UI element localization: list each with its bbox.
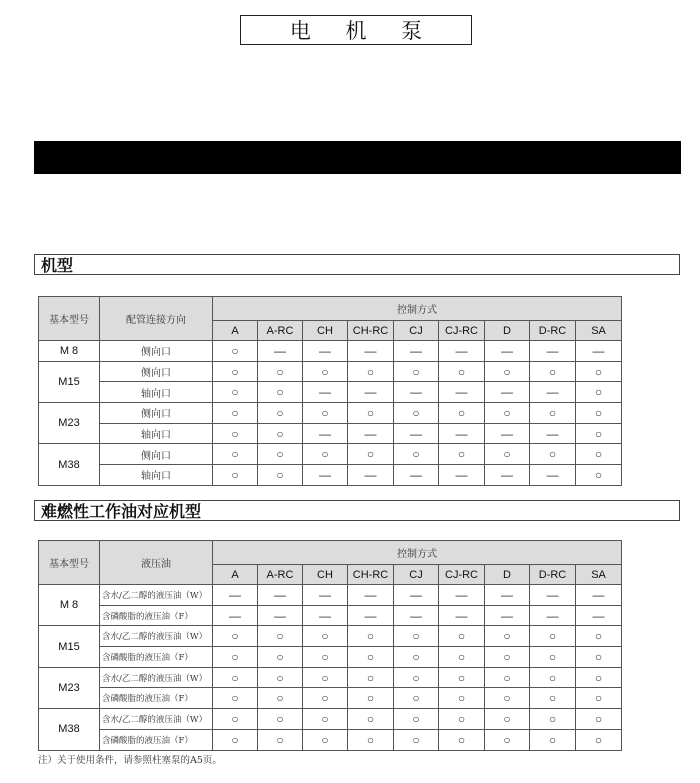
availability-cell: — xyxy=(303,605,348,626)
availability-cell: ○ xyxy=(576,423,622,444)
header-port-direction: 配管连接方向 xyxy=(100,297,213,341)
row-label-cell: 含水/乙二醇的液压油（W） xyxy=(100,709,213,730)
availability-cell: ○ xyxy=(348,688,394,709)
control-mode-header: SA xyxy=(576,321,622,341)
availability-cell: ○ xyxy=(439,688,485,709)
availability-cell: ○ xyxy=(348,361,394,382)
availability-cell: ○ xyxy=(485,667,530,688)
table-row xyxy=(39,709,622,730)
availability-cell: — xyxy=(439,382,485,403)
availability-cell: ○ xyxy=(303,444,348,465)
availability-cell: — xyxy=(394,465,439,486)
availability-cell: ○ xyxy=(348,444,394,465)
availability-cell: ○ xyxy=(303,709,348,730)
availability-cell: ○ xyxy=(439,361,485,382)
availability-cell: ○ xyxy=(303,626,348,647)
control-mode-header: D xyxy=(485,321,530,341)
row-label-cell: 轴向口 xyxy=(100,423,213,444)
section-title-fire-resistant: 难燃性工作油对应机型 xyxy=(34,500,680,521)
control-mode-header: CH xyxy=(303,565,348,585)
availability-cell: ○ xyxy=(348,729,394,750)
control-mode-header: A xyxy=(213,321,258,341)
availability-cell: — xyxy=(485,341,530,362)
availability-cell: ○ xyxy=(530,667,576,688)
availability-cell: — xyxy=(303,423,348,444)
availability-cell: — xyxy=(530,605,576,626)
model-cell: M15 xyxy=(39,626,100,667)
availability-cell: ○ xyxy=(439,403,485,424)
availability-cell: — xyxy=(576,605,622,626)
availability-cell: ○ xyxy=(394,709,439,730)
availability-cell: — xyxy=(530,423,576,444)
availability-cell: ○ xyxy=(485,688,530,709)
availability-cell: — xyxy=(530,382,576,403)
availability-cell: ○ xyxy=(213,688,258,709)
availability-cell: ○ xyxy=(485,361,530,382)
table-row xyxy=(39,361,622,382)
fire-resistant-table xyxy=(38,540,622,751)
control-mode-header: CJ-RC xyxy=(439,321,485,341)
control-mode-header: D-RC xyxy=(530,565,576,585)
availability-cell: ○ xyxy=(213,361,258,382)
availability-cell: ○ xyxy=(576,729,622,750)
availability-cell: ○ xyxy=(439,647,485,668)
availability-cell: — xyxy=(439,423,485,444)
availability-cell: — xyxy=(303,382,348,403)
table-row xyxy=(39,382,622,403)
availability-cell: — xyxy=(530,585,576,606)
availability-cell: ○ xyxy=(213,403,258,424)
availability-cell: ○ xyxy=(439,444,485,465)
model-table xyxy=(38,296,622,486)
row-label-cell: 含磷酸脂的液压油（F） xyxy=(100,688,213,709)
availability-cell: ○ xyxy=(485,403,530,424)
availability-cell: ○ xyxy=(303,647,348,668)
availability-cell: — xyxy=(258,605,303,626)
row-label-cell: 侧向口 xyxy=(100,403,213,424)
availability-cell: ○ xyxy=(258,647,303,668)
availability-cell: ○ xyxy=(576,403,622,424)
availability-cell: ○ xyxy=(258,626,303,647)
availability-cell: — xyxy=(485,605,530,626)
availability-cell: ○ xyxy=(213,423,258,444)
availability-cell: — xyxy=(394,382,439,403)
availability-cell: — xyxy=(348,605,394,626)
availability-cell: ○ xyxy=(576,647,622,668)
availability-cell: ○ xyxy=(576,709,622,730)
row-label-cell: 轴向口 xyxy=(100,465,213,486)
row-label-cell: 轴向口 xyxy=(100,382,213,403)
availability-cell: ○ xyxy=(576,382,622,403)
availability-cell: ○ xyxy=(348,647,394,668)
availability-cell: ○ xyxy=(213,341,258,362)
table-row xyxy=(39,423,622,444)
availability-cell: ○ xyxy=(394,647,439,668)
availability-cell: ○ xyxy=(394,729,439,750)
model-cell: M 8 xyxy=(39,585,100,626)
row-label-cell: 含水/乙二醇的液压油（W） xyxy=(100,626,213,647)
row-label-cell: 含磷酸脂的液压油（F） xyxy=(100,605,213,626)
availability-cell: — xyxy=(485,465,530,486)
model-cell: M23 xyxy=(39,403,100,444)
availability-cell: — xyxy=(439,605,485,626)
availability-cell: — xyxy=(485,382,530,403)
row-label-cell: 侧向口 xyxy=(100,361,213,382)
control-mode-header: CH-RC xyxy=(348,565,394,585)
availability-cell: ○ xyxy=(439,626,485,647)
availability-cell: ○ xyxy=(258,688,303,709)
availability-cell: ○ xyxy=(348,667,394,688)
table-row xyxy=(39,585,622,606)
control-mode-header: CJ xyxy=(394,565,439,585)
availability-cell: ○ xyxy=(213,444,258,465)
model-cell: M38 xyxy=(39,709,100,750)
availability-cell: ○ xyxy=(530,444,576,465)
availability-cell: ○ xyxy=(303,403,348,424)
control-mode-header: D xyxy=(485,565,530,585)
availability-cell: — xyxy=(348,341,394,362)
row-label-cell: 含水/乙二醇的液压油（W） xyxy=(100,585,213,606)
availability-cell: ○ xyxy=(530,729,576,750)
table-row xyxy=(39,341,622,362)
row-label-cell: 侧向口 xyxy=(100,444,213,465)
availability-cell: ○ xyxy=(576,626,622,647)
availability-cell: ○ xyxy=(258,709,303,730)
availability-cell: ○ xyxy=(530,361,576,382)
availability-cell: — xyxy=(303,465,348,486)
model-cell: M38 xyxy=(39,444,100,485)
availability-cell: ○ xyxy=(303,688,348,709)
availability-cell: — xyxy=(303,585,348,606)
availability-cell: — xyxy=(576,585,622,606)
control-mode-header: CJ-RC xyxy=(439,565,485,585)
header-base-model: 基本型号 xyxy=(39,541,100,585)
availability-cell: — xyxy=(439,585,485,606)
table-row xyxy=(39,403,622,424)
availability-cell: ○ xyxy=(394,361,439,382)
availability-cell: — xyxy=(394,423,439,444)
header-hydraulic-fluid: 液压油 xyxy=(100,541,213,585)
table-row xyxy=(39,465,622,486)
availability-cell: ○ xyxy=(394,667,439,688)
control-mode-header: CH-RC xyxy=(348,321,394,341)
row-label-cell: 含磷酸脂的液压油（F） xyxy=(100,729,213,750)
table-row xyxy=(39,647,622,668)
availability-cell: — xyxy=(485,423,530,444)
availability-cell: ○ xyxy=(485,626,530,647)
availability-cell: ○ xyxy=(530,626,576,647)
availability-cell: — xyxy=(348,465,394,486)
availability-cell: ○ xyxy=(258,423,303,444)
availability-cell: ○ xyxy=(439,709,485,730)
header-control-mode: 控制方式 xyxy=(213,297,622,321)
header-base-model: 基本型号 xyxy=(39,297,100,341)
availability-cell: ○ xyxy=(258,729,303,750)
availability-cell: — xyxy=(439,465,485,486)
row-label-cell: 含磷酸脂的液压油（F） xyxy=(100,647,213,668)
availability-cell: — xyxy=(348,585,394,606)
availability-cell: ○ xyxy=(258,465,303,486)
availability-cell: — xyxy=(530,341,576,362)
availability-cell: ○ xyxy=(213,647,258,668)
availability-cell: ○ xyxy=(303,729,348,750)
availability-cell: ○ xyxy=(530,403,576,424)
availability-cell: ○ xyxy=(439,729,485,750)
row-label-cell: 含水/乙二醇的液压油（W） xyxy=(100,667,213,688)
availability-cell: — xyxy=(485,585,530,606)
availability-cell: ○ xyxy=(303,667,348,688)
document-title: 电 机 泵 xyxy=(240,15,472,45)
availability-cell: ○ xyxy=(348,403,394,424)
model-cell: M23 xyxy=(39,667,100,708)
availability-cell: ○ xyxy=(258,361,303,382)
availability-cell: — xyxy=(576,341,622,362)
availability-cell: — xyxy=(303,341,348,362)
availability-cell: ○ xyxy=(213,729,258,750)
availability-cell: ○ xyxy=(258,382,303,403)
availability-cell: ○ xyxy=(394,403,439,424)
availability-cell: ○ xyxy=(394,688,439,709)
availability-cell: ○ xyxy=(485,709,530,730)
availability-cell: ○ xyxy=(303,361,348,382)
availability-cell: ○ xyxy=(576,465,622,486)
availability-cell: — xyxy=(394,605,439,626)
availability-cell: ○ xyxy=(485,647,530,668)
availability-cell: ○ xyxy=(213,667,258,688)
availability-cell: — xyxy=(348,382,394,403)
availability-cell: ○ xyxy=(576,688,622,709)
header-control-mode: 控制方式 xyxy=(213,541,622,565)
row-label-cell: 侧向口 xyxy=(100,341,213,362)
availability-cell: ○ xyxy=(530,688,576,709)
control-mode-header: A-RC xyxy=(258,321,303,341)
section-title-models: 机型 xyxy=(34,254,680,275)
table-row xyxy=(39,688,622,709)
availability-cell: ○ xyxy=(348,626,394,647)
availability-cell: — xyxy=(439,341,485,362)
availability-cell: ○ xyxy=(530,709,576,730)
availability-cell: — xyxy=(394,585,439,606)
availability-cell: ○ xyxy=(576,667,622,688)
availability-cell: ○ xyxy=(213,465,258,486)
control-mode-header: CH xyxy=(303,321,348,341)
availability-cell: ○ xyxy=(439,667,485,688)
availability-cell: ○ xyxy=(213,626,258,647)
model-cell: M 8 xyxy=(39,341,100,362)
header-banner-bar xyxy=(34,141,681,174)
availability-cell: ○ xyxy=(258,444,303,465)
table-row xyxy=(39,444,622,465)
availability-cell: — xyxy=(394,341,439,362)
control-mode-header: CJ xyxy=(394,321,439,341)
table-row xyxy=(39,605,622,626)
availability-cell: ○ xyxy=(394,444,439,465)
table-row xyxy=(39,626,622,647)
availability-cell: ○ xyxy=(213,709,258,730)
availability-cell: — xyxy=(213,605,258,626)
availability-cell: — xyxy=(258,341,303,362)
footnote: 注）关于使用条件，请参照柱塞泵的A5页。 xyxy=(38,755,222,766)
availability-cell: ○ xyxy=(258,403,303,424)
control-mode-header: A-RC xyxy=(258,565,303,585)
availability-cell: ○ xyxy=(258,667,303,688)
availability-cell: ○ xyxy=(576,361,622,382)
availability-cell: ○ xyxy=(213,382,258,403)
availability-cell: — xyxy=(258,585,303,606)
availability-cell: ○ xyxy=(394,626,439,647)
availability-cell: — xyxy=(530,465,576,486)
availability-cell: ○ xyxy=(348,709,394,730)
control-mode-header: A xyxy=(213,565,258,585)
availability-cell: — xyxy=(348,423,394,444)
control-mode-header: D-RC xyxy=(530,321,576,341)
control-mode-header: SA xyxy=(576,565,622,585)
availability-cell: — xyxy=(213,585,258,606)
availability-cell: ○ xyxy=(485,729,530,750)
availability-cell: ○ xyxy=(485,444,530,465)
table-row xyxy=(39,729,622,750)
availability-cell: ○ xyxy=(530,647,576,668)
model-cell: M15 xyxy=(39,361,100,402)
availability-cell: ○ xyxy=(576,444,622,465)
table-row xyxy=(39,667,622,688)
